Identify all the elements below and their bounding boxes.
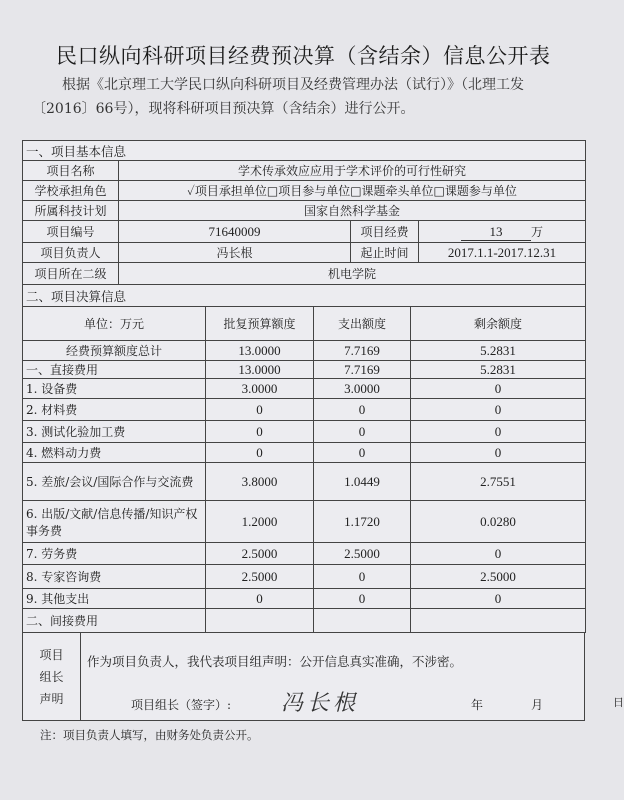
column-header: 批复预算额度 (206, 307, 314, 341)
footnote: 注：项目负责人填写，由财务处负责公开。 (40, 728, 259, 742)
row-spent: 1.0449 (314, 463, 411, 501)
row-spent: 0 (314, 589, 411, 609)
name-value: 学术传承效应应用于学术评价的可行性研究 (119, 161, 586, 181)
row-spent: 1.1720 (314, 501, 411, 543)
table-row (23, 379, 586, 399)
table-row (23, 463, 586, 501)
basic-info-table (22, 140, 586, 285)
row-budget: 3.0000 (206, 379, 314, 399)
funds-unit: 万 (531, 224, 544, 239)
row-item: 2. 材料费 (23, 399, 206, 421)
intro-line-2: 〔2016〕66号），现将科研项目预决算（含结余）进行公开。 (32, 101, 415, 117)
row-item: 4. 燃料动力费 (23, 443, 206, 463)
row-budget: 2.5000 (206, 543, 314, 565)
period-value: 2017.1.1-2017.12.31 (419, 243, 586, 263)
role-label: 学校承担角色 (23, 181, 119, 201)
row-budget: 2.5000 (206, 565, 314, 589)
row-budget: 3.8000 (206, 463, 314, 501)
number-label: 项目编号 (23, 221, 119, 243)
intro-line-1: 根据《北京理工大学民口纵向科研项目及经费管理办法（试行）》（北理工发 (62, 77, 524, 93)
table-row (23, 421, 586, 443)
row-spent: 0 (314, 421, 411, 443)
row-budget: 0 (206, 589, 314, 609)
row-spent: 0 (314, 399, 411, 421)
row-item: 经费预算额度总计 (23, 341, 206, 361)
year-label: 年 (471, 697, 484, 712)
row-remain: 2.7551 (411, 463, 586, 501)
row-spent: 7.7169 (314, 341, 411, 361)
statement-body (81, 634, 624, 720)
role-value: ✓项目承担单位□项目参与单位□课题牵头单位□课题参与单位 (119, 181, 586, 201)
dept-label: 项目所在二级 (23, 263, 119, 285)
column-header: 单位：万元 (23, 307, 206, 341)
table-row (23, 399, 586, 421)
row-item: 二、间接费用 (23, 609, 206, 633)
row-budget (206, 609, 314, 633)
declaration-text: 作为项目负责人，我代表项目组声明：公开信息真实准确，不涉密。 (87, 653, 463, 669)
section1-heading: 一、项目基本信息 (23, 141, 586, 161)
leader-value: 冯长根 (119, 243, 351, 263)
table-row (23, 361, 586, 379)
row-budget: 1.2000 (206, 501, 314, 543)
statement-label: 项目组长声明 (23, 633, 81, 721)
period-label: 起止时间 (351, 243, 419, 263)
row-remain: 5.2831 (411, 341, 586, 361)
row-spent (314, 609, 411, 633)
dept-value: 机电学院 (119, 263, 586, 285)
row-remain: 0 (411, 379, 586, 399)
row-budget: 0 (206, 399, 314, 421)
leader-label: 项目负责人 (23, 243, 119, 263)
row-remain: 0 (411, 421, 586, 443)
section2-heading: 二、项目决算信息 (23, 285, 586, 307)
column-header: 支出额度 (314, 307, 411, 341)
row-budget: 13.0000 (206, 341, 314, 361)
funds-value: 13 (461, 224, 531, 241)
row-item: 3. 测试化验加工费 (23, 421, 206, 443)
row-remain: 2.5000 (411, 565, 586, 589)
row-remain: 0 (411, 399, 586, 421)
row-spent: 2.5000 (314, 543, 411, 565)
row-budget: 13.0000 (206, 361, 314, 379)
row-spent: 3.0000 (314, 379, 411, 399)
row-spent: 0 (314, 565, 411, 589)
budget-table (22, 284, 586, 633)
name-label: 项目名称 (23, 161, 119, 181)
row-remain (411, 609, 586, 633)
row-item: 5. 差旅/会议/国际合作与交流费 (23, 463, 206, 501)
statement-table (22, 632, 624, 721)
row-remain: 0 (411, 589, 586, 609)
row-remain: 0 (411, 443, 586, 463)
table-row (23, 543, 586, 565)
row-item: 6. 出版/文献/信息传播/知识产权事务费 (23, 501, 206, 543)
table-row (23, 443, 586, 463)
table-row (23, 501, 586, 543)
table-row (23, 341, 586, 361)
table-row (23, 589, 586, 609)
intro-text (32, 73, 556, 121)
row-remain: 0.0280 (411, 501, 586, 543)
row-spent: 7.7169 (314, 361, 411, 379)
row-remain: 0 (411, 543, 586, 565)
signature-label: 项目组长（签字）: (131, 697, 232, 712)
table-row (23, 565, 586, 589)
funds-label: 项目经费 (351, 221, 419, 243)
row-budget: 0 (206, 443, 314, 463)
handwritten-signature: 冯长根 (281, 690, 360, 716)
table-row (23, 609, 586, 633)
day-label: 日 (613, 695, 624, 709)
row-item: 1. 设备费 (23, 379, 206, 399)
row-spent: 0 (314, 443, 411, 463)
funds-cell (419, 221, 586, 243)
row-remain: 5.2831 (411, 361, 586, 379)
row-item: 9. 其他支出 (23, 589, 206, 609)
plan-label: 所属科技计划 (23, 201, 119, 221)
plan-value: 国家自然科学基金 (119, 201, 586, 221)
number-value: 71640009 (119, 221, 351, 243)
column-header: 剩余额度 (411, 307, 586, 341)
row-budget: 0 (206, 421, 314, 443)
row-item: 7. 劳务费 (23, 543, 206, 565)
row-item: 8. 专家咨询费 (23, 565, 206, 589)
row-item: 一、直接费用 (23, 361, 206, 379)
form-title: 民口纵向科研项目经费预决算（含结余）信息公开表 (56, 44, 551, 68)
month-label: 月 (531, 697, 544, 712)
